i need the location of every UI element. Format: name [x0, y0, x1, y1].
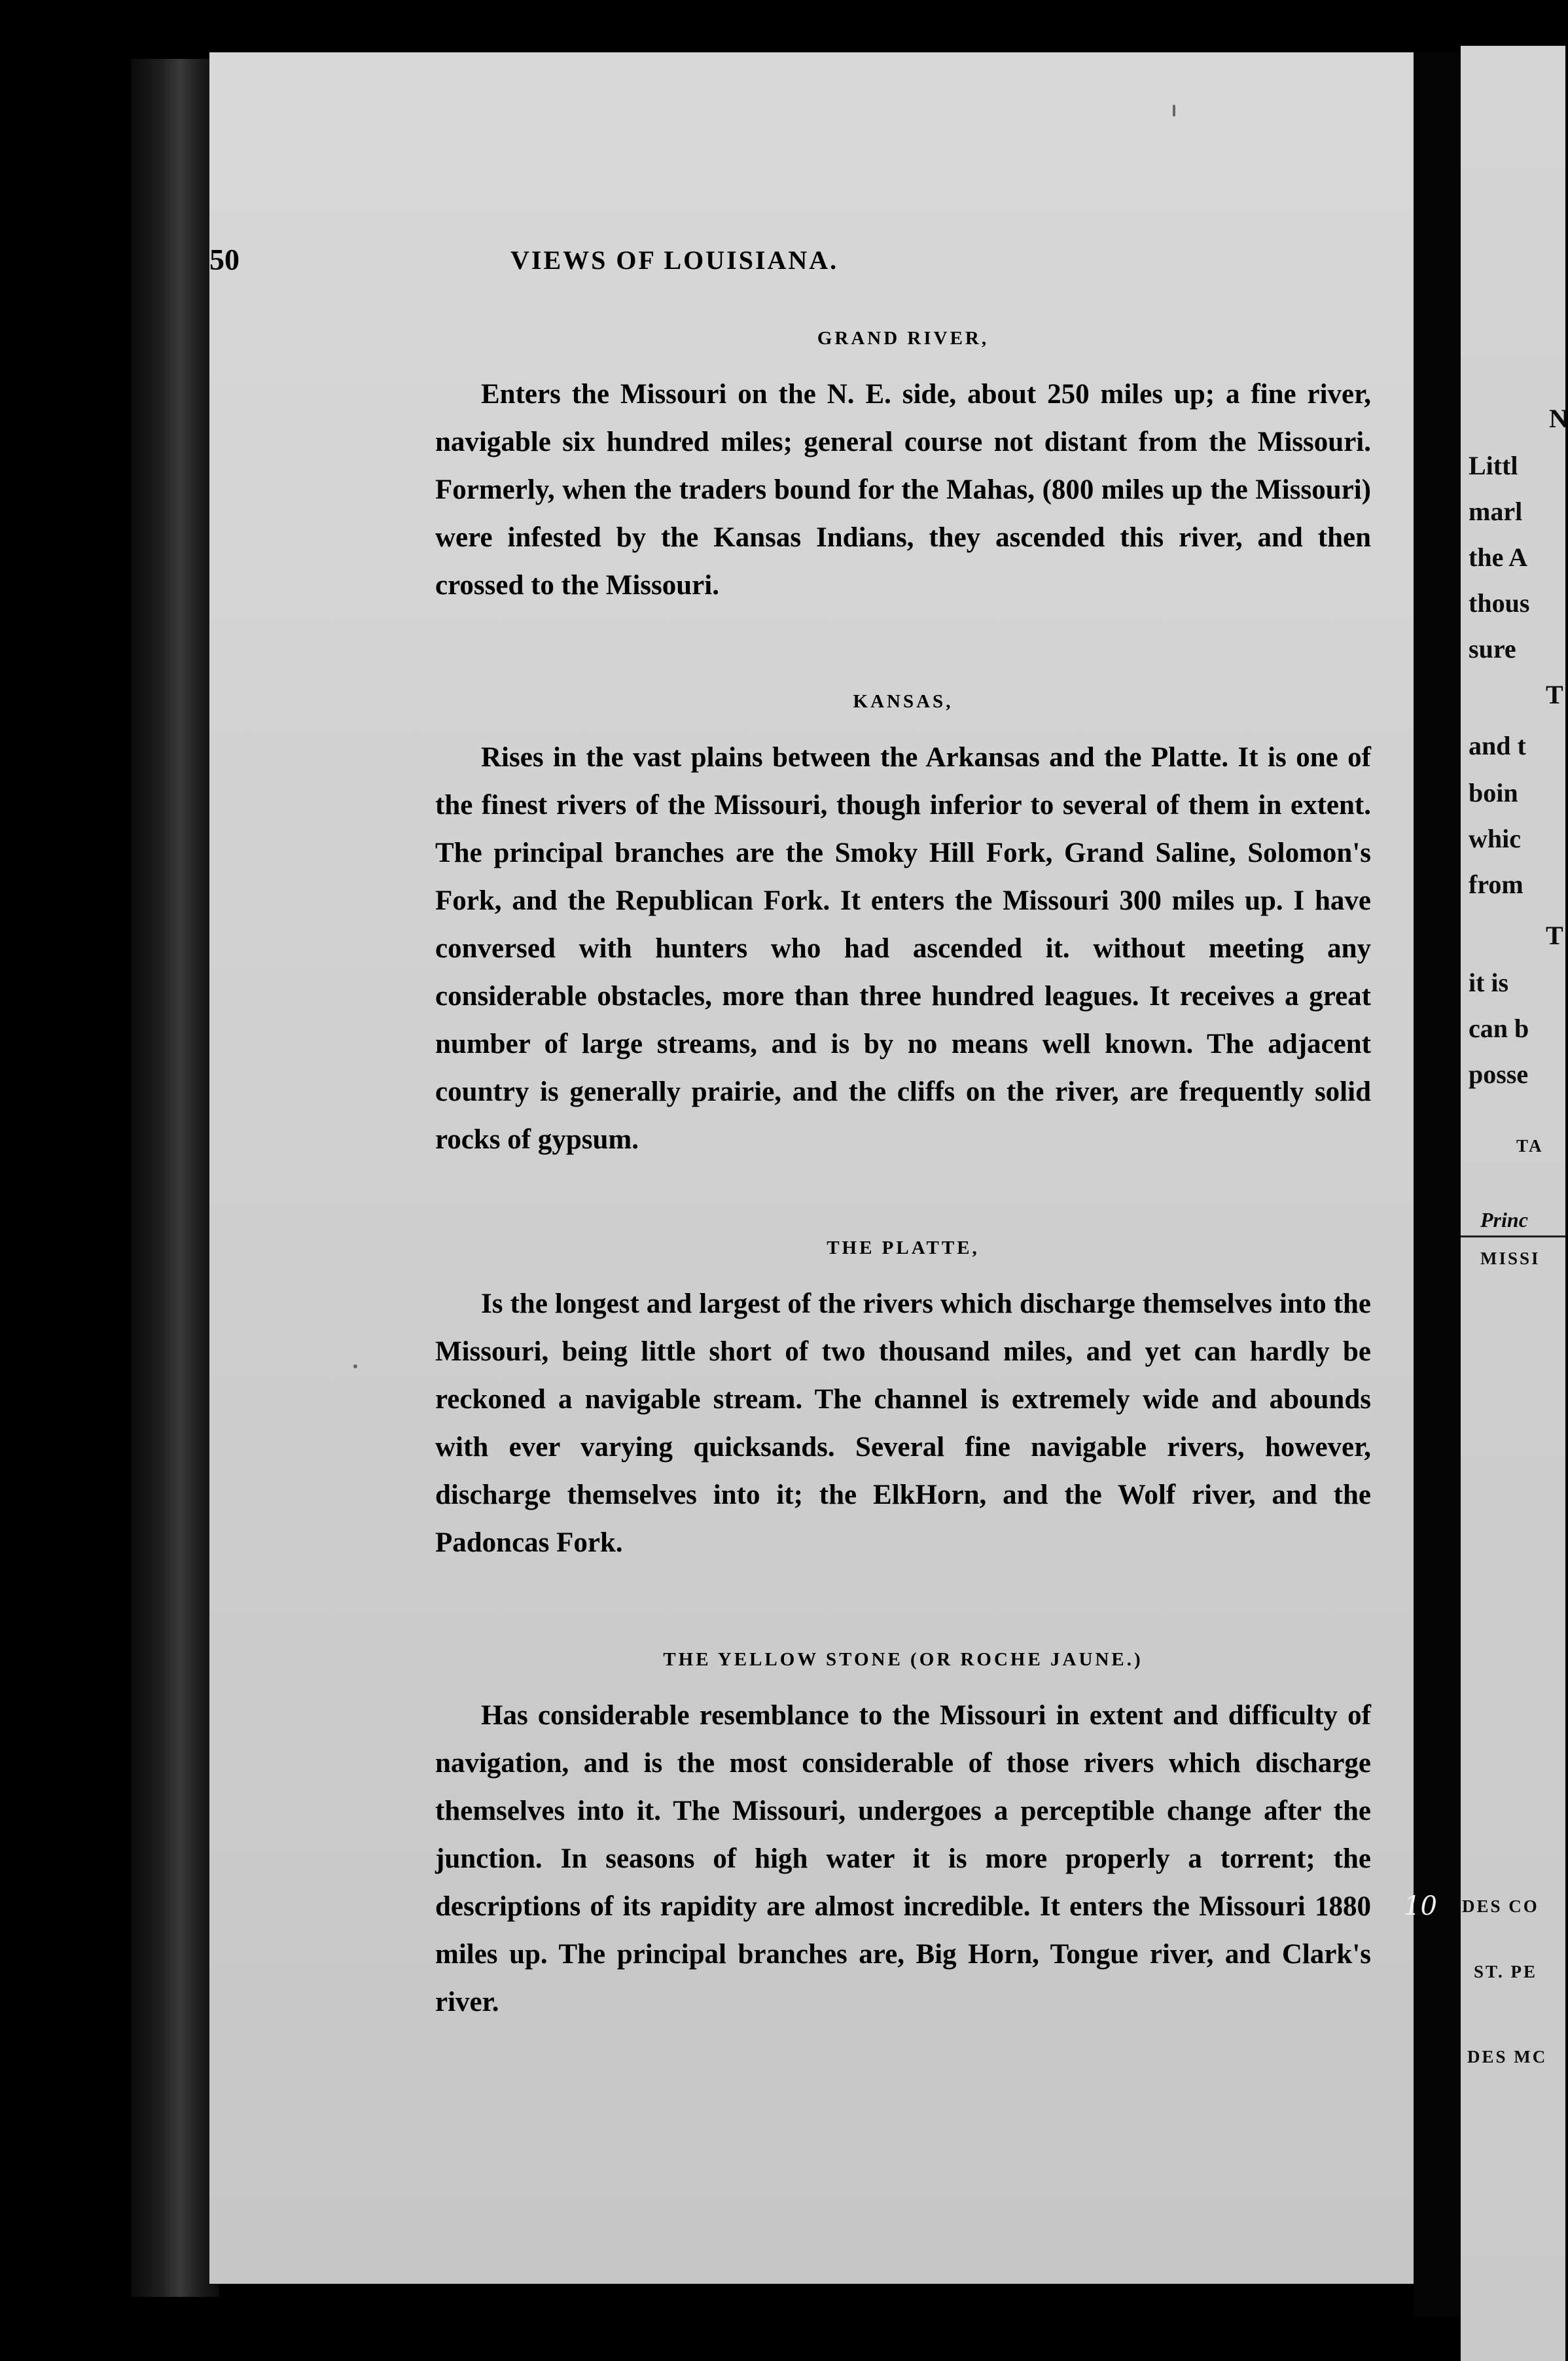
- facing-page-table-cell: DES CO: [1462, 1896, 1539, 1916]
- paragraph: Enters the Missouri on the N. E. side, about 250 miles up; a fine river, navigable six hundred miles; general course not distant from the Missouri. Formerly, when the traders bound for the Mahas, (800 miles up the Missouri) were infested by the Kansas Indians, they ascended this river, and then crossed to the Missouri.: [435, 379, 1371, 601]
- facing-page-text: can b: [1469, 1014, 1529, 1043]
- facing-page-rule: [1461, 1235, 1565, 1237]
- section-body: [435, 1280, 1371, 1567]
- facing-page-text: boin: [1469, 778, 1518, 808]
- section-body: [435, 1692, 1371, 2026]
- section-kansas: [435, 692, 1371, 1163]
- section-body: [435, 370, 1371, 609]
- facing-page-table-header: Princ: [1480, 1208, 1528, 1232]
- facing-page-text: Littl: [1469, 451, 1518, 480]
- facing-page-text: sure: [1469, 634, 1516, 664]
- section-body: [435, 734, 1371, 1163]
- facing-page-heading: TA: [1516, 1136, 1544, 1156]
- margin-annotation: 10: [1404, 1891, 1437, 1921]
- section-heading: THE PLATTE,: [827, 1237, 980, 1258]
- facing-page-table-cell: ST. PE: [1474, 1962, 1538, 1981]
- facing-page-text: from: [1469, 870, 1523, 899]
- paragraph: Rises in the vast plains between the Arkansas and the Platte. It is one of the finest rivers of the Missouri, though inferior to several of them in extent. The principal branches are the Smoky Hill Fork, Grand Saline, Solomon's Fork, and the Republican Fork. It enters the Missouri 300 miles up. I have conversed with hunters who had ascended it. without meeting any considerable obstacles, more than three hundred leagues. It receives a great number of large streams, and is by no means well known. The adjacent country is generally prairie, and the cliffs on the river, are frequently solid rocks of gypsum.: [435, 742, 1371, 1155]
- section-heading: KANSAS,: [853, 691, 953, 712]
- facing-page-text: whic: [1469, 824, 1521, 853]
- facing-page-text: N: [1549, 404, 1568, 433]
- ink-speck: [353, 1364, 357, 1368]
- facing-page-text: and t: [1469, 731, 1526, 760]
- page-number: 50: [209, 243, 240, 276]
- section-yellow-stone: [435, 1650, 1371, 2026]
- facing-page-text: T: [1546, 921, 1563, 950]
- book-gutter: [1414, 52, 1461, 2317]
- section-the-platte: [435, 1239, 1371, 1567]
- paragraph: Is the longest and largest of the rivers which discharge themselves into the Missouri, being little short of two thousand miles, and yet can hardly be reckoned a navigable stream. The channel is extremely wide and abounds with ever varying quicksands. Several fine navigable rivers, however, discharge themselves into it; the ElkHorn, and the Wolf river, and the Padoncas Fork.: [435, 1288, 1371, 1558]
- facing-page-text: it is: [1469, 968, 1509, 997]
- facing-page-table-cell: MISSI: [1480, 1249, 1541, 1268]
- running-title: VIEWS OF LOUISIANA.: [510, 245, 839, 275]
- facing-page-table-cell: DES MC: [1467, 2047, 1548, 2067]
- paragraph: Has considerable resemblance to the Missouri in extent and difficulty of navigation, and is the most considerable of those rivers which discharge themselves into it. The Missouri, undergoes a perceptible change after the junction. In seasons of high water it is more properly a torrent; the descriptions of its rapidity are almost incredible. It enters the Missouri 1880 miles up. The principal branches are, Big Horn, Tongue river, and Clark's river.: [435, 1700, 1371, 2017]
- facing-page-text: posse: [1469, 1059, 1529, 1089]
- section-heading: GRAND RIVER,: [817, 328, 989, 349]
- section-grand-river: [435, 329, 1371, 609]
- facing-page-text: thous: [1469, 588, 1530, 618]
- facing-page-text: the A: [1469, 542, 1527, 572]
- ink-speck: [1173, 105, 1175, 116]
- facing-page-text: marl: [1469, 497, 1523, 526]
- section-heading: THE YELLOW STONE (OR ROCHE JAUNE.): [663, 1649, 1143, 1670]
- page-stack-edge: [131, 59, 219, 2297]
- facing-page-fragment: [1461, 46, 1568, 2361]
- facing-page-text: T: [1546, 680, 1563, 709]
